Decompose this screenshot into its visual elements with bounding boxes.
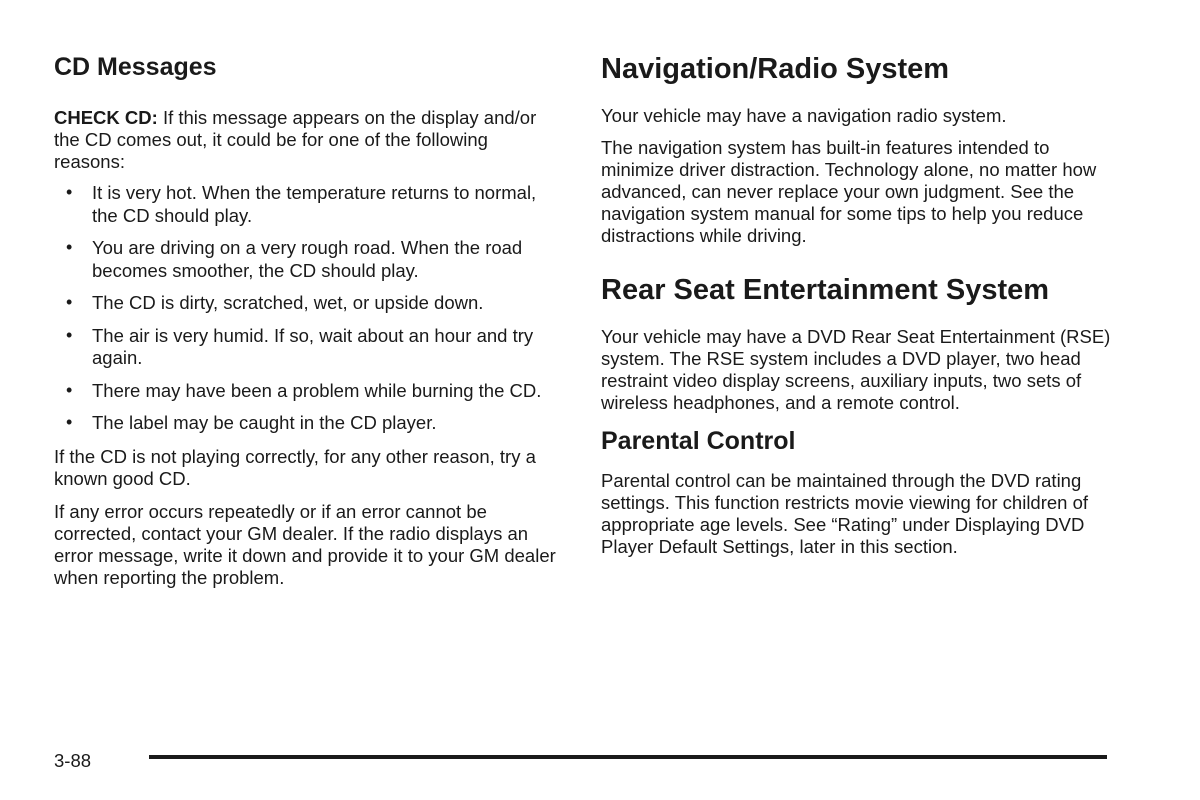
navigation-heading: Navigation/Radio System xyxy=(601,53,950,85)
bullet-icon: • xyxy=(66,412,73,432)
rse-heading: Rear Seat Entertainment System xyxy=(601,274,1050,306)
list-item: • You are driving on a very rough road. When the road becomes smoother, the CD should play. xyxy=(66,237,523,281)
footer-rule xyxy=(149,755,1107,759)
list-item: • It is very hot. When the temperature returns to normal, the CD should play. xyxy=(66,182,537,226)
bullet-icon: • xyxy=(66,324,73,345)
list-item: • There may have been a problem while burning the CD. xyxy=(66,379,542,401)
check-cd-lead: CHECK CD: xyxy=(54,107,158,128)
bullet-icon: • xyxy=(66,237,73,257)
list-item: • The CD is dirty, scratched, wet, or upside down. xyxy=(66,292,484,313)
check-cd-text: If this message appears on the display and/or the CD comes out, it could be for one of the following reasons: xyxy=(54,107,537,172)
navigation-intro: Your vehicle may have a navigation radio system. xyxy=(601,105,1007,126)
bullet-icon: • xyxy=(66,379,73,400)
bullet-icon: • xyxy=(66,292,73,312)
navigation-paragraph: The navigation system has built-in features intended to minimize driver distraction. Technology alone, no matter how advanced, can never replace your own judgment. See the navigation system manual for some tips to help you reduce distractions while driving. xyxy=(601,137,1097,246)
list-item: • The label may be caught in the CD player. xyxy=(66,412,437,433)
cd-messages-heading: CD Messages xyxy=(54,53,217,81)
reasons-list xyxy=(54,182,559,435)
parental-control-paragraph: Parental control can be maintained through the DVD rating settings. This function restricts movie viewing for children of appropriate age levels. See “Rating” under Displaying DVD Player Default Settings, later in this section. xyxy=(601,470,1089,557)
list-item: • The air is very humid. If so, wait about an hour and try again. xyxy=(66,324,534,368)
good-cd-paragraph: If the CD is not playing correctly, for any other reason, try a known good CD. xyxy=(54,445,536,489)
error-paragraph: If any error occurs repeatedly or if an error cannot be corrected, contact your GM dealer. If the radio displays an error message, write it down and provide it to your GM dealer when reporting the problem. xyxy=(54,500,556,588)
bullet-icon: • xyxy=(66,182,73,202)
check-cd-paragraph xyxy=(54,107,559,173)
left-column xyxy=(54,52,559,589)
right-column xyxy=(601,52,1111,558)
rse-paragraph: Your vehicle may have a DVD Rear Seat Entertainment (RSE) system. The RSE system includes a DVD player, two head restraint video display screens, auxiliary inputs, two sets of wireless headphones, and a remote control. xyxy=(601,326,1111,413)
parental-control-heading: Parental Control xyxy=(601,427,796,455)
page-number: 3-88 xyxy=(54,750,92,771)
